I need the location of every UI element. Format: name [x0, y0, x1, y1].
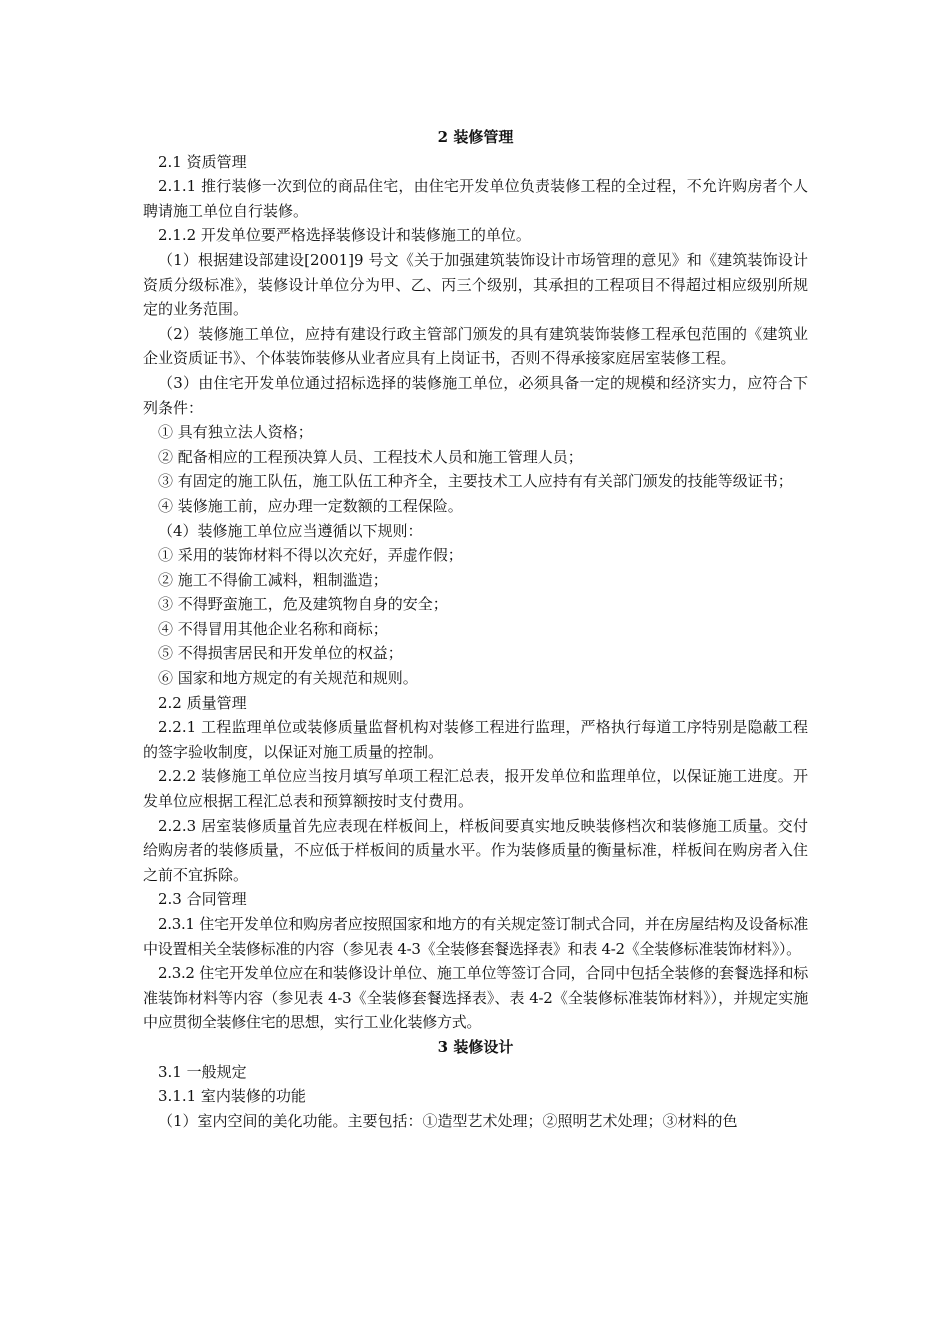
list-item: ① 采用的装饰材料不得以次充好，弄虚作假； — [158, 546, 463, 565]
list-item: ⑤ 不得损害居民和开发单位的权益； — [158, 644, 403, 663]
list-item: ④ 不得冒用其他企业名称和商标； — [158, 619, 388, 638]
paragraph: （1）室内空间的美化功能。主要包括：①造型艺术处理；②照明艺术处理；③材料的色 — [158, 1111, 738, 1130]
list-item: ② 施工不得偷工减料，粗制滥造； — [158, 570, 388, 589]
subsection-heading: 2.3 合同管理 — [158, 890, 247, 909]
paragraph: 2.2.2 装修施工单位应当按月填写单项工程汇总表，报开发单位和监理单位，以保证施工进度。开发单位应根据工程汇总表和预算额按时支付费用。 — [143, 767, 808, 811]
subsection-heading: 2.1 资质管理 — [158, 152, 247, 171]
paragraph: （3）由住宅开发单位通过招标选择的装修施工单位，必须具备一定的规模和经济实力，应符合下列条件： — [143, 373, 808, 417]
section-heading: 3 装修设计 — [437, 1037, 514, 1056]
list-item: ③ 不得野蛮施工，危及建筑物自身的安全； — [158, 595, 448, 614]
list-item: ③ 有固定的施工队伍，施工队伍工种齐全，主要技术工人应持有有关部门颁发的技能等级证书； — [158, 472, 793, 491]
paragraph: 2.3.1 住宅开发单位和购房者应按照国家和地方的有关规定签订制式合同，并在房屋结构及设备标准中设置相关全装修标准的内容（参见表 4-3《全装修套餐选择表》和表 4-2《全装修标准装饰材料》）。 — [143, 915, 808, 958]
subsection-heading: 3.1 一般规定 — [158, 1062, 247, 1081]
paragraph: 2.2.3 居室装修质量首先应表现在样板间上，样板间要真实地反映装修档次和装修施工质量。交付给购房者的装修质量，不应低于样板间的质量水平。作为装修质量的衡量标准，样板间在购房者入住之前不宜拆除。 — [143, 816, 808, 884]
paragraph: （2）装修施工单位，应持有建设行政主管部门颁发的具有建筑装饰装修工程承包范围的《建筑业企业资质证书》、个体装饰装修从业者应具有上岗证书，否则不得承接家庭居室装修工程。 — [143, 324, 808, 368]
list-item: ④ 装修施工前，应办理一定数额的工程保险。 — [158, 496, 463, 515]
paragraph: 2.3.2 住宅开发单位应在和装修设计单位、施工单位等签订合同，合同中包括全装修的套餐选择和标准装饰材料等内容（参见表 4-3《全装修套餐选择表》、表 4-2《全装修标准装饰材料》），并规定实施中应贯彻全装修住宅的思想，实行工业化装修方式。 — [143, 964, 808, 1032]
paragraph: （1）根据建设部建设[2001]9 号文《关于加强建筑装饰设计市场管理的意见》和《建筑装饰设计资质分级标准》，装修设计单位分为甲、乙、丙三个级别，其承担的工程项目不得超过相应级别所规定的业务范围。 — [143, 250, 808, 319]
paragraph: 2.2.1 工程监理单位或装修质量监督机构对装修工程进行监理，严格执行每道工序特别是隐蔽工程的签字验收制度，以保证对施工质量的控制。 — [143, 718, 808, 761]
paragraph: 2.1.2 开发单位要严格选择装修设计和装修施工的单位。 — [158, 226, 531, 245]
paragraph: 2.1.1 推行装修一次到位的商品住宅，由住宅开发单位负责装修工程的全过程，不允许购房者个人聘请施工单位自行装修。 — [143, 177, 808, 220]
section-heading: 2 装修管理 — [437, 128, 514, 146]
list-item: ⑥ 国家和地方规定的有关规范和规则。 — [158, 669, 418, 688]
document-body — [143, 125, 808, 1133]
paragraph: （4）装修施工单位应当遵循以下规则： — [158, 521, 423, 540]
list-item: ② 配备相应的工程预决算人员、工程技术人员和施工管理人员； — [158, 447, 583, 466]
list-item: ① 具有独立法人资格； — [158, 423, 313, 442]
paragraph: 3.1.1 室内装修的功能 — [158, 1087, 306, 1106]
subsection-heading: 2.2 质量管理 — [158, 693, 247, 712]
